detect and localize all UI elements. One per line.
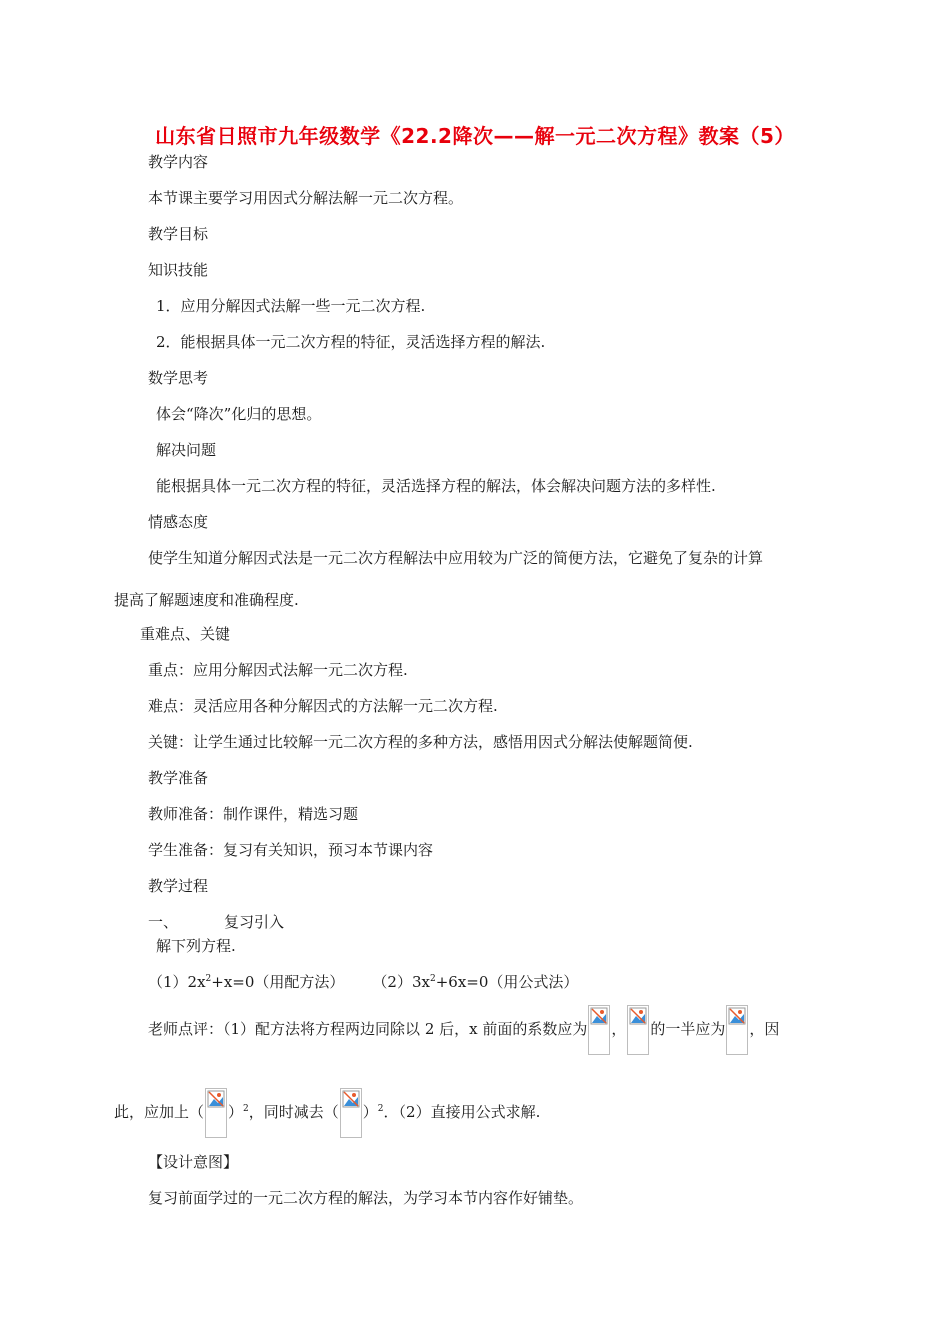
paragraph: 难点：灵活应用各种分解因式的方法解一元二次方程. [148, 697, 498, 715]
broken-image-icon [340, 1088, 362, 1138]
broken-image-icon [205, 1088, 227, 1138]
paragraph: 能根据具体一元二次方程的特征，灵活选择方程的解法，体会解决问题方法的多样性. [156, 477, 716, 495]
heading-key-points: 重难点、关键 [140, 625, 231, 643]
heading-design-intent: 【设计意图】 [148, 1153, 239, 1171]
heading-teaching-content: 教学内容 [148, 153, 209, 171]
paragraph: 学生准备：复习有关知识，预习本节课内容 [148, 841, 434, 859]
broken-image-icon [726, 1005, 748, 1055]
paragraph: 本节课主要学习用因式分解法解一元二次方程。 [148, 189, 464, 207]
heading-preparation: 教学准备 [148, 769, 209, 787]
broken-image-icon [627, 1005, 649, 1055]
subheading: 解决问题 [156, 441, 217, 459]
document-title: 山东省日照市九年级数学《22.2降次——解一元二次方程》教案（5） [155, 124, 795, 148]
paragraph: 关键：让学生通过比较解一元二次方程的多种方法，感悟用因式分解法使解题简便. [148, 733, 693, 751]
subheading: 知识技能 [148, 261, 209, 279]
equation-line [148, 972, 578, 992]
list-item: 1．应用分解因式法解一些一元二次方程. [156, 297, 426, 315]
paragraph: 复习前面学过的一元二次方程的解法，为学习本节内容作好铺垫。 [148, 1189, 584, 1207]
subheading: 数学思考 [148, 369, 209, 387]
paragraph-continuation: 提高了解题速度和准确程度. [114, 591, 299, 609]
teacher-comment-line: 老师点评：（1）配方法将方程两边同除以 2 后，x 前面的系数应为 ， 的一半应为 ，因 [148, 1005, 779, 1055]
subheading: 情感态度 [148, 513, 209, 531]
section-number: 一、 [148, 913, 179, 931]
section-heading [148, 912, 284, 932]
paragraph: 使学生知道分解因式法是一元二次方程解法中应用较为广泛的简便方法，它避免了复杂的计算 [148, 549, 764, 567]
equation-1: $(1)2x^2+x=0$（用配方法） [148, 973, 345, 991]
paragraph: 重点：应用分解因式法解一元二次方程. [148, 661, 408, 679]
list-item: 2．能根据具体一元二次方程的特征，灵活选择方程的解法. [156, 333, 546, 351]
broken-image-icon [588, 1005, 610, 1055]
equation-2: $(2)3x^2+6x=0$（用公式法） [372, 973, 579, 991]
paragraph: 教师准备：制作课件，精选习题 [148, 805, 359, 823]
paragraph: 解下列方程. [156, 937, 236, 955]
heading-teaching-goals: 教学目标 [148, 225, 209, 243]
section-label: 复习引入 [224, 913, 285, 931]
heading-process: 教学过程 [148, 877, 209, 895]
teacher-comment-continuation: 此，应加上（ ）$^2$，同时减去（ ）$^2$．（2）直接用公式求解. [114, 1088, 540, 1138]
paragraph: 体会“降次”化归的思想。 [156, 405, 322, 423]
